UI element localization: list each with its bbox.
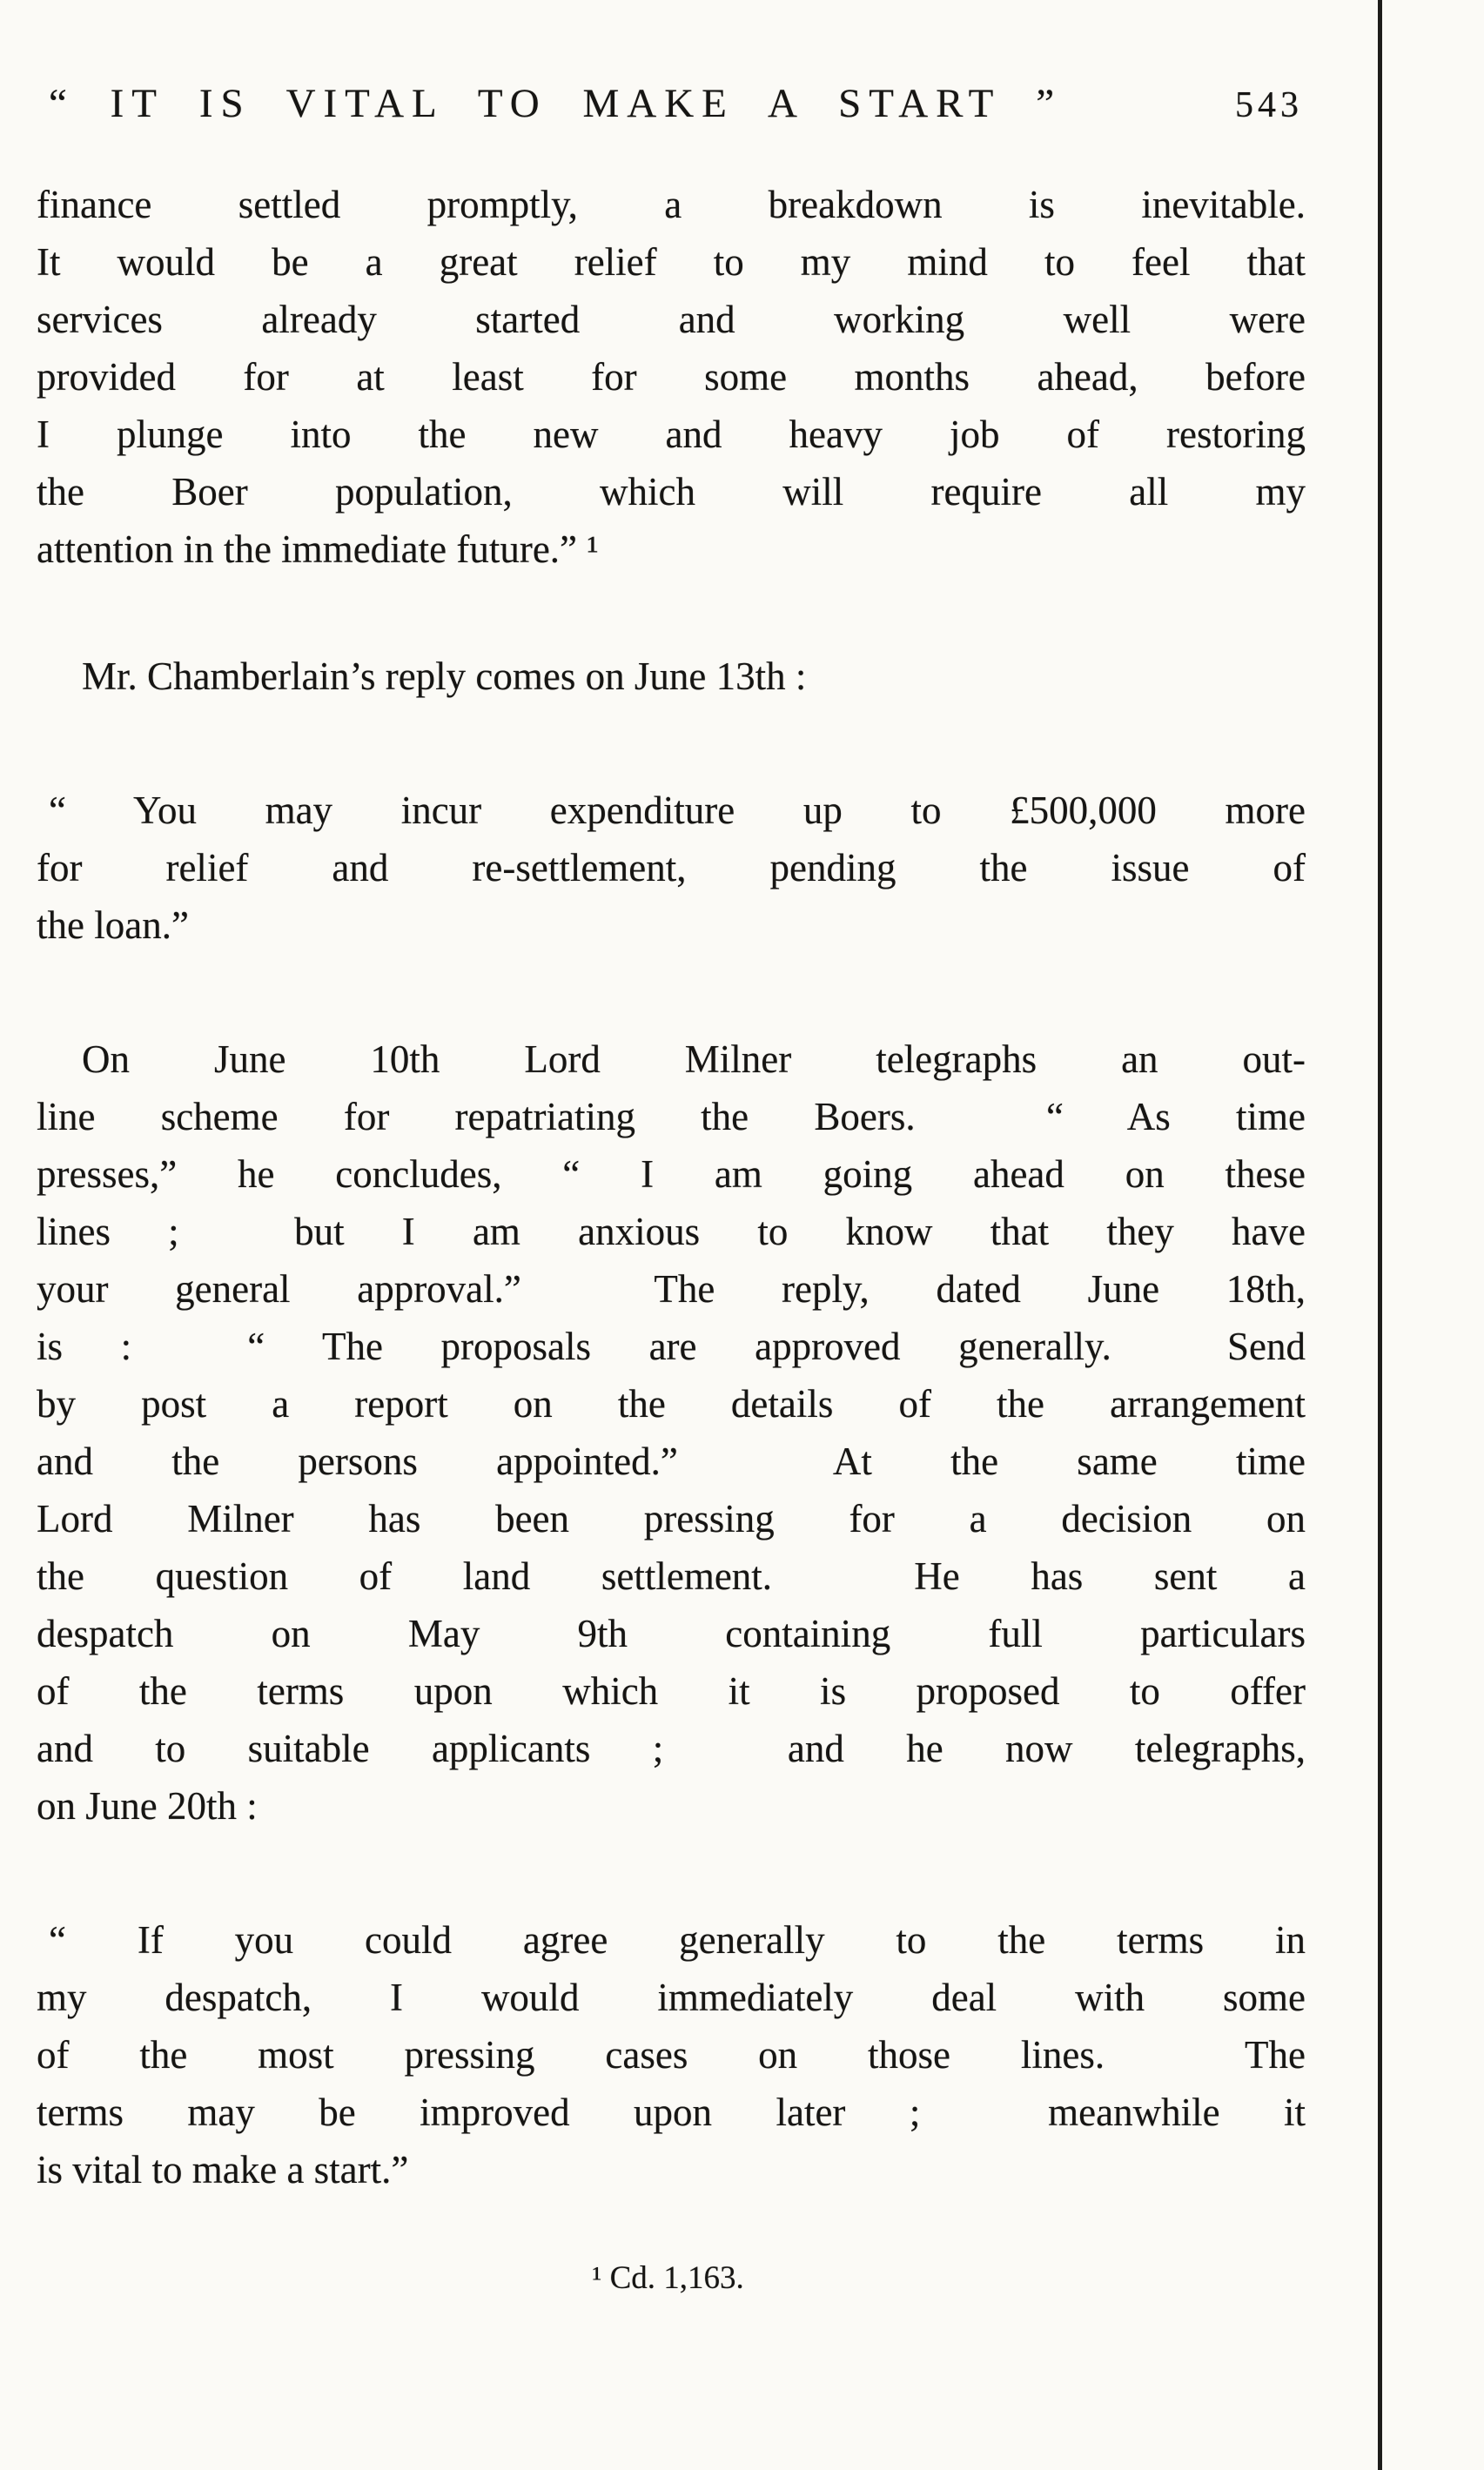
paragraph (37, 176, 1306, 578)
text-line: by post a report on the details of the arrangement (37, 1382, 1306, 1426)
footnote: ¹ Cd. 1,163. (592, 2260, 744, 2296)
text-line: provided for at least for some months ahead, before (37, 355, 1306, 399)
text-line: is vital to make a start.” (37, 2148, 409, 2191)
text-line: your general approval.” The reply, dated June 18th, (37, 1267, 1306, 1311)
text-line: and to suitable applicants ; and he now telegraphs, (37, 1727, 1306, 1770)
text-line: of the most pressing cases on those lines. The (37, 2033, 1306, 2077)
text-line: the loan.” (37, 903, 189, 947)
running-header (0, 0, 1484, 127)
text-line: lines ; but I am anxious to know that they have (37, 1210, 1306, 1253)
text-line: On June 10th Lord Milner telegraphs an out- (82, 1037, 1306, 1081)
quoted-telegram (37, 1911, 1306, 2198)
text-line: finance settled promptly, a breakdown is inevitable. (37, 183, 1306, 226)
text-line: for relief and re-settlement, pending the issue of (37, 846, 1306, 889)
paragraph (37, 1030, 1306, 1835)
text-body (0, 127, 1484, 2198)
text-line: services already started and working well were (37, 298, 1306, 341)
page-edge-line (1378, 0, 1382, 2470)
text-line: line scheme for repatriating the Boers. “ As time (37, 1095, 1306, 1138)
text-line: It would be a great relief to my mind to feel that (37, 240, 1306, 284)
text-line: on June 20th : (37, 1784, 258, 1828)
quoted-telegram (37, 782, 1306, 954)
text-line: terms may be improved upon later ; meanwhile it (37, 2091, 1306, 2134)
page-number: 543 (1235, 85, 1303, 125)
text-line: despatch on May 9th containing full particulars (37, 1612, 1306, 1655)
text-line: is : “ The proposals are approved generally. Send (37, 1325, 1306, 1368)
text-line: attention in the immediate future.” ¹ (37, 527, 599, 571)
text-line: “ If you could agree generally to the terms in (49, 1918, 1306, 1962)
running-title: “ IT IS VITAL TO MAKE A START ” (49, 81, 1063, 126)
text-line: my despatch, I would immediately deal with some (37, 1976, 1306, 2019)
text-line: Mr. Chamberlain’s reply comes on June 13th : (82, 654, 807, 698)
text-line: I plunge into the new and heavy job of restoring (37, 413, 1306, 456)
text-line: presses,” he concludes, “ I am going ahead on these (37, 1152, 1306, 1196)
text-line: “ You may incur expenditure up to £500,000 more (49, 789, 1306, 832)
text-line: the question of land settlement. He has sent a (37, 1554, 1306, 1598)
text-line: of the terms upon which it is proposed to offer (37, 1669, 1306, 1713)
text-line: the Boer population, which will require all my (37, 470, 1306, 513)
text-line: and the persons appointed.” At the same time (37, 1440, 1306, 1483)
paragraph (37, 648, 1306, 705)
text-line: Lord Milner has been pressing for a decision on (37, 1497, 1306, 1540)
